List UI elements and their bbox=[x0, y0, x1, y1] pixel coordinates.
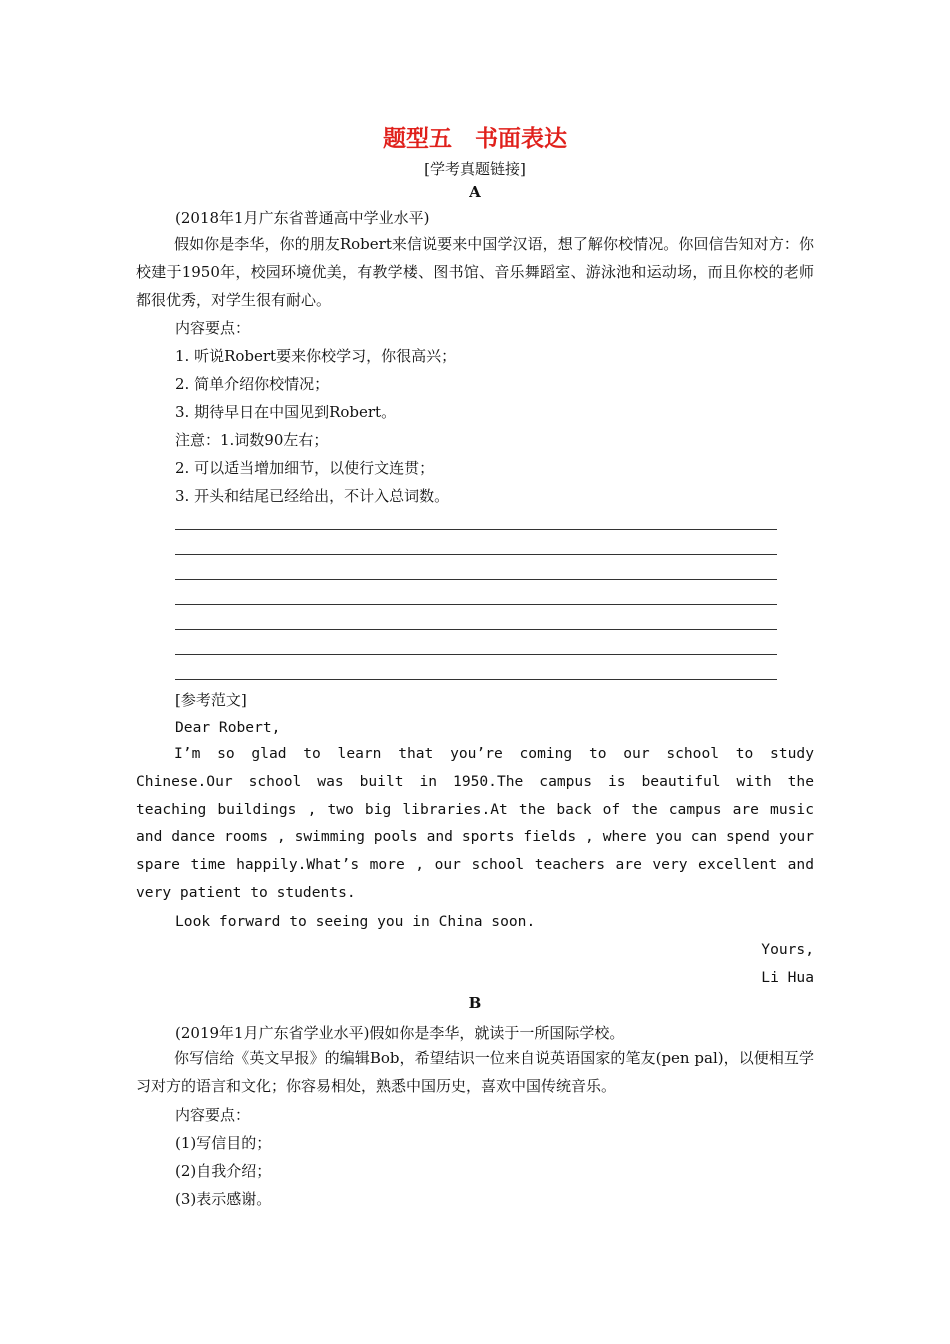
section-b-points-heading: 内容要点： bbox=[175, 1106, 251, 1124]
section-a-prompt bbox=[136, 230, 814, 314]
section-a-point: 1. 听说Robert要来你校学习，你很高兴； bbox=[175, 347, 457, 365]
writing-line bbox=[175, 679, 777, 680]
section-a-point: 3. 期待早日在中国见到Robert。 bbox=[175, 403, 397, 421]
letter-closing-line: Look forward to seeing you in China soon. bbox=[175, 913, 536, 930]
letter-greeting: Dear Robert, bbox=[175, 719, 281, 736]
section-b-point: (3)表示感谢。 bbox=[175, 1190, 272, 1208]
section-subtitle: [学考真题链接] bbox=[424, 160, 526, 178]
writing-line bbox=[175, 629, 777, 630]
section-b-point: (1)写信目的； bbox=[175, 1134, 272, 1152]
section-a-point: 2. 简单介绍你校情况； bbox=[175, 375, 330, 393]
letter-signoff: Yours, bbox=[761, 941, 814, 958]
writing-line bbox=[175, 554, 777, 555]
section-a-prompt-text: 假如你是李华，你的朋友Robert来信说要来中国学汉语，想了解你校情况。你回信告知对方：你校建于1950年，校园环境优美，有教学楼、图书馆、音乐舞蹈室、游泳池和运动场，而且你校的老师都很优秀，对学生很有耐心。 bbox=[136, 235, 814, 309]
section-b-label: B bbox=[468, 994, 482, 1012]
sample-heading: [参考范文] bbox=[175, 691, 247, 709]
section-a-note: 3. 开头和结尾已经给出，不计入总词数。 bbox=[175, 487, 450, 505]
section-b-prompt-text: 你写信给《英文早报》的编辑Bob，希望结识一位来自说英语国家的笔友(pen pal)，以便相互学习对方的语言和文化；你容易相处，熟悉中国历史，喜欢中国传统音乐。 bbox=[136, 1049, 814, 1095]
letter-signature: Li Hua bbox=[761, 969, 814, 986]
section-b-point: (2)自我介绍； bbox=[175, 1162, 272, 1180]
writing-line bbox=[175, 604, 777, 605]
writing-line bbox=[175, 529, 777, 530]
writing-line bbox=[175, 579, 777, 580]
section-b-prompt bbox=[136, 1044, 814, 1100]
section-a-note: 注意：1.词数90左右； bbox=[175, 431, 329, 449]
letter-body bbox=[136, 740, 814, 907]
section-b-intro: (2019年1月广东省学业水平)假如你是李华，就读于一所国际学校。 bbox=[175, 1024, 625, 1042]
section-a-points-heading: 内容要点： bbox=[175, 319, 251, 337]
letter-body-text: I’m so glad to learn that you’re coming to our school to study Chinese.Our school was built in 1950.The campus is beautiful with the teaching buildings , two big libraries.At the back of the campus are music and dance rooms , swimming pools and sports fields , where you can spend your spare time happily.What’s more , our school teachers are very excellent and very patient to students. bbox=[136, 745, 814, 901]
section-a-label: A bbox=[469, 183, 481, 201]
page-title: 题型五 书面表达 bbox=[383, 126, 567, 152]
section-a-note: 2. 可以适当增加细节，以使行文连贯； bbox=[175, 459, 435, 477]
writing-line bbox=[175, 654, 777, 655]
section-a-source: (2018年1月广东省普通高中学业水平) bbox=[175, 209, 430, 227]
